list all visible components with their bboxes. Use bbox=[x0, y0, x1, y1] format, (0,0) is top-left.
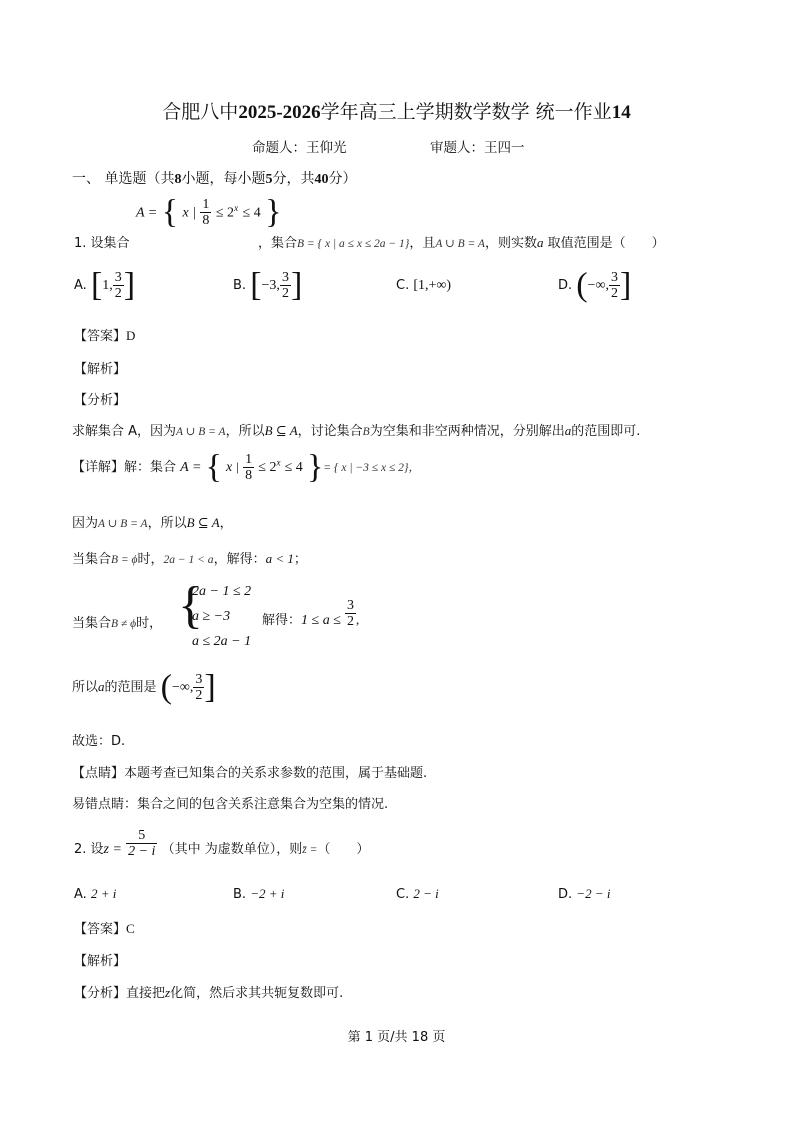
detail-text: 解：集合 bbox=[124, 460, 177, 475]
nonempty-text: 当集合 bbox=[72, 616, 112, 631]
because-subset: B ⊆ A bbox=[186, 515, 220, 530]
page-footer: 第 1 页/共 18 页 bbox=[347, 1030, 446, 1045]
q1-choose: 故选：D. bbox=[72, 734, 126, 749]
detail-result: = { x | −3 ≤ x ≤ 2}， bbox=[323, 462, 420, 474]
empty-end: ； bbox=[293, 552, 307, 567]
setA-x: x bbox=[182, 205, 189, 221]
system-line-2: a ≥ −3 bbox=[192, 609, 231, 624]
system-line-1: 2a − 1 ≤ 2 bbox=[192, 584, 252, 599]
empty-ineq: 2a − 1 < a bbox=[163, 554, 214, 566]
frac-num: 3 bbox=[281, 270, 289, 285]
setA-ineq-mid: ≤ 2 bbox=[215, 205, 235, 221]
answer-value: D bbox=[126, 328, 136, 343]
range-start: −∞, bbox=[172, 680, 194, 695]
q1-because bbox=[72, 512, 233, 531]
answer-value: C bbox=[126, 921, 135, 936]
q1-fenxi-tag: 【分析】 bbox=[74, 393, 127, 408]
detail-frac bbox=[243, 452, 254, 483]
section-total: 40 bbox=[314, 172, 329, 187]
option-d-start: −∞, bbox=[587, 278, 610, 293]
system-line-3: a ≤ 2a − 1 bbox=[192, 634, 252, 649]
q2-lead: 2. 设 bbox=[74, 842, 104, 857]
frac-num: 5 bbox=[126, 828, 157, 844]
setA-bar: | bbox=[193, 205, 196, 221]
q1-option-c bbox=[396, 278, 451, 294]
option-c-value: [1,+∞) bbox=[413, 278, 452, 293]
fraction-1-8 bbox=[200, 197, 211, 228]
detail-sup: x bbox=[276, 457, 281, 468]
setA-lbrace: { bbox=[161, 193, 179, 231]
option-b-rbrack: ] bbox=[290, 266, 303, 304]
q1-option-a bbox=[74, 266, 136, 304]
fenxi-text: 直接把 bbox=[126, 986, 166, 1001]
option-d-value: −2 − i bbox=[576, 886, 611, 901]
q2-stem bbox=[74, 828, 370, 859]
q1-lead: 1. 设集合 bbox=[74, 236, 130, 251]
q2-option-d bbox=[558, 886, 610, 902]
section-heading bbox=[72, 168, 356, 188]
q2-option-a bbox=[74, 886, 116, 902]
detail-ineq-end: ≤ 4 bbox=[284, 460, 303, 475]
empty-text2: 时， bbox=[137, 552, 164, 567]
q2-option-c bbox=[396, 886, 439, 902]
q2-frac bbox=[126, 828, 157, 859]
q2-option-b bbox=[233, 886, 284, 902]
fenxi-union: A ∪ B = A bbox=[176, 426, 226, 438]
fenxi-3: ，讨论集合 bbox=[297, 424, 363, 439]
fenxi-text2: 化简，然后求其共轭复数即可. bbox=[170, 986, 344, 1001]
frac-num: 1 bbox=[245, 452, 253, 467]
range-lparen: ( bbox=[160, 668, 172, 706]
because-text2: ，所以 bbox=[147, 516, 187, 531]
q1-yicuo: 易错点睛：集合之间的包含关系注意集合为空集的情况. bbox=[72, 797, 389, 812]
fenxi-z: z bbox=[165, 985, 171, 1000]
section-heading-3: 分，共 bbox=[272, 171, 315, 187]
frac-num: 3 bbox=[195, 672, 203, 687]
system-brace: { bbox=[178, 577, 203, 634]
option-b-value: −2 + i bbox=[250, 886, 285, 901]
q1-stem-rest bbox=[258, 232, 665, 251]
fenxi-tag: 【分析】 bbox=[74, 986, 127, 1001]
option-b-label: B. bbox=[233, 887, 247, 902]
option-b-label: B. bbox=[233, 278, 247, 293]
q1-fenxi-text bbox=[72, 420, 640, 439]
option-a-rbrack: ] bbox=[123, 266, 136, 304]
setA-lhs: A = bbox=[136, 205, 158, 221]
detail-tag: 【详解】 bbox=[72, 460, 125, 475]
q1-var: a bbox=[536, 235, 544, 250]
frac-num: 3 bbox=[611, 270, 619, 285]
detail-x: x bbox=[226, 460, 233, 475]
so-text: 所以 bbox=[72, 680, 99, 695]
q1-detail bbox=[72, 448, 420, 486]
fenxi-subset: B ⊆ A bbox=[264, 423, 298, 438]
frac-den: 8 bbox=[245, 468, 253, 483]
option-d-label: D. bbox=[558, 278, 573, 293]
detail-bar: | bbox=[236, 459, 239, 474]
frac-den: 8 bbox=[202, 213, 210, 228]
option-a-frac bbox=[113, 270, 124, 301]
section-heading-2: 小题，每小题 bbox=[181, 171, 266, 187]
option-d-frac bbox=[609, 270, 620, 301]
frac-num: 3 bbox=[114, 270, 122, 285]
detail-ineq-mid: ≤ 2 bbox=[258, 460, 277, 475]
option-d-label: D. bbox=[558, 887, 573, 902]
title-prefix: 合肥八中 bbox=[162, 101, 239, 123]
setA-ineq-end: ≤ 4 bbox=[242, 205, 261, 221]
setA-sup: x bbox=[234, 202, 239, 213]
frac-den: 2 bbox=[611, 286, 619, 301]
frac-den: 2 bbox=[347, 614, 355, 629]
so-text2: 的范围是 bbox=[104, 680, 157, 695]
solve-frac bbox=[345, 598, 356, 629]
fenxi-5: 的范围即可. bbox=[571, 424, 641, 439]
q1-set-mid: ，集合 bbox=[258, 236, 298, 251]
q2-blank: （ ） bbox=[317, 842, 370, 857]
q1-answer bbox=[74, 325, 135, 344]
q1-and: ，且 bbox=[409, 236, 436, 251]
option-c-label: C. bbox=[396, 278, 410, 293]
nonempty-solve bbox=[262, 598, 360, 629]
q2-zbar: z̄ = bbox=[302, 844, 318, 856]
solve-result: 1 ≤ a ≤ bbox=[301, 613, 341, 628]
so-var: a bbox=[98, 679, 105, 694]
detail-lbrace: { bbox=[205, 448, 222, 486]
section-count: 8 bbox=[174, 172, 182, 187]
range-frac bbox=[193, 672, 204, 703]
frac-num: 3 bbox=[347, 598, 355, 613]
section-per: 5 bbox=[265, 172, 273, 187]
frac-den: 2 − i bbox=[128, 844, 156, 859]
q1-stem bbox=[74, 232, 130, 251]
q1-tail2: 取值范围是（ ） bbox=[543, 236, 665, 251]
setA-rbrace: } bbox=[265, 193, 282, 231]
q1-option-b bbox=[233, 266, 303, 304]
q1-empty-case bbox=[72, 548, 307, 567]
q2-fenxi bbox=[74, 982, 343, 1001]
empty-cond: B = ϕ bbox=[111, 554, 138, 566]
q2-z-eq: z = bbox=[103, 842, 122, 857]
q2-answer bbox=[74, 918, 135, 937]
title-mid: 学年高三上学期数学数学 统一作业 bbox=[320, 101, 612, 123]
option-b-frac bbox=[280, 270, 291, 301]
frac-den: 2 bbox=[114, 286, 122, 301]
fenxi-1: 求解集合 A，因为 bbox=[72, 424, 177, 439]
author-label: 命题人：王仰光 bbox=[252, 140, 347, 156]
nonempty-cond: B ≠ ϕ bbox=[111, 618, 137, 630]
section-heading-1: 一、 单选题（共 bbox=[72, 171, 175, 187]
q1-setA-expression bbox=[136, 193, 282, 231]
q1-nonempty-case bbox=[72, 612, 162, 631]
option-c-label: C. bbox=[396, 887, 410, 902]
q1-union: A ∪ B = A bbox=[435, 238, 485, 250]
q1-range bbox=[72, 668, 216, 706]
option-d-lparen: ( bbox=[576, 266, 588, 304]
option-b-start: −3, bbox=[261, 278, 280, 293]
q1-option-d bbox=[558, 266, 632, 304]
fenxi-a: a bbox=[564, 423, 572, 438]
answer-tag: 【答案】 bbox=[74, 922, 127, 937]
because-end: ， bbox=[219, 516, 233, 531]
q1-setB: B = { x | a ≤ x ≤ 2a − 1} bbox=[297, 238, 410, 250]
q1-tail: ，则实数 bbox=[484, 236, 537, 251]
q1-dianjing bbox=[72, 762, 427, 781]
page-title bbox=[0, 97, 793, 124]
option-a-start: 1, bbox=[102, 278, 113, 293]
answer-tag: 【答案】 bbox=[74, 329, 127, 344]
option-a-lbrack: [ bbox=[90, 266, 103, 304]
frac-den: 2 bbox=[195, 688, 203, 703]
q2-paren2: 为虚数单位），则 bbox=[200, 842, 303, 857]
fenxi-B: B bbox=[362, 426, 370, 438]
empty-result: a < 1 bbox=[265, 551, 294, 566]
range-rbrack: ] bbox=[204, 668, 216, 706]
empty-text: 当集合 bbox=[72, 552, 112, 567]
dianjing-tag: 【点睛】 bbox=[72, 766, 125, 781]
section-heading-4: 分） bbox=[328, 171, 357, 187]
option-d-rbrack: ] bbox=[620, 266, 632, 304]
title-number: 14 bbox=[611, 102, 631, 123]
frac-den: 2 bbox=[281, 286, 289, 301]
fenxi-4: 为空集和非空两种情况，分别解出 bbox=[369, 424, 565, 439]
q1-analysis-tag: 【解析】 bbox=[74, 362, 127, 377]
detail-rbrace: } bbox=[306, 448, 324, 486]
reviewer-label: 审题人：王四一 bbox=[430, 140, 525, 156]
option-c-value: 2 − i bbox=[413, 886, 439, 901]
option-b-lbrack: [ bbox=[250, 266, 262, 304]
detail-A-eq: A = bbox=[180, 460, 202, 475]
because-text: 因为 bbox=[72, 516, 99, 531]
fenxi-2: ，所以 bbox=[225, 424, 265, 439]
because-union: A ∪ B = A bbox=[98, 518, 148, 530]
solve-comma: , bbox=[356, 612, 360, 627]
option-a-label: A. bbox=[74, 278, 87, 293]
q2-analysis-tag: 【解析】 bbox=[74, 954, 127, 969]
option-a-label: A. bbox=[74, 887, 87, 902]
nonempty-text2: 时， bbox=[136, 616, 163, 631]
empty-text3: ，解得： bbox=[213, 552, 266, 567]
option-a-value: 2 + i bbox=[90, 886, 117, 901]
frac-num: 1 bbox=[202, 197, 210, 212]
dianjing-text: 本题考查已知集合的关系求参数的范围，属于基础题. bbox=[124, 766, 428, 781]
q2-paren: （其中 bbox=[161, 842, 201, 857]
title-year: 2025-2026 bbox=[238, 102, 321, 123]
solve-text: 解得： bbox=[262, 613, 302, 628]
